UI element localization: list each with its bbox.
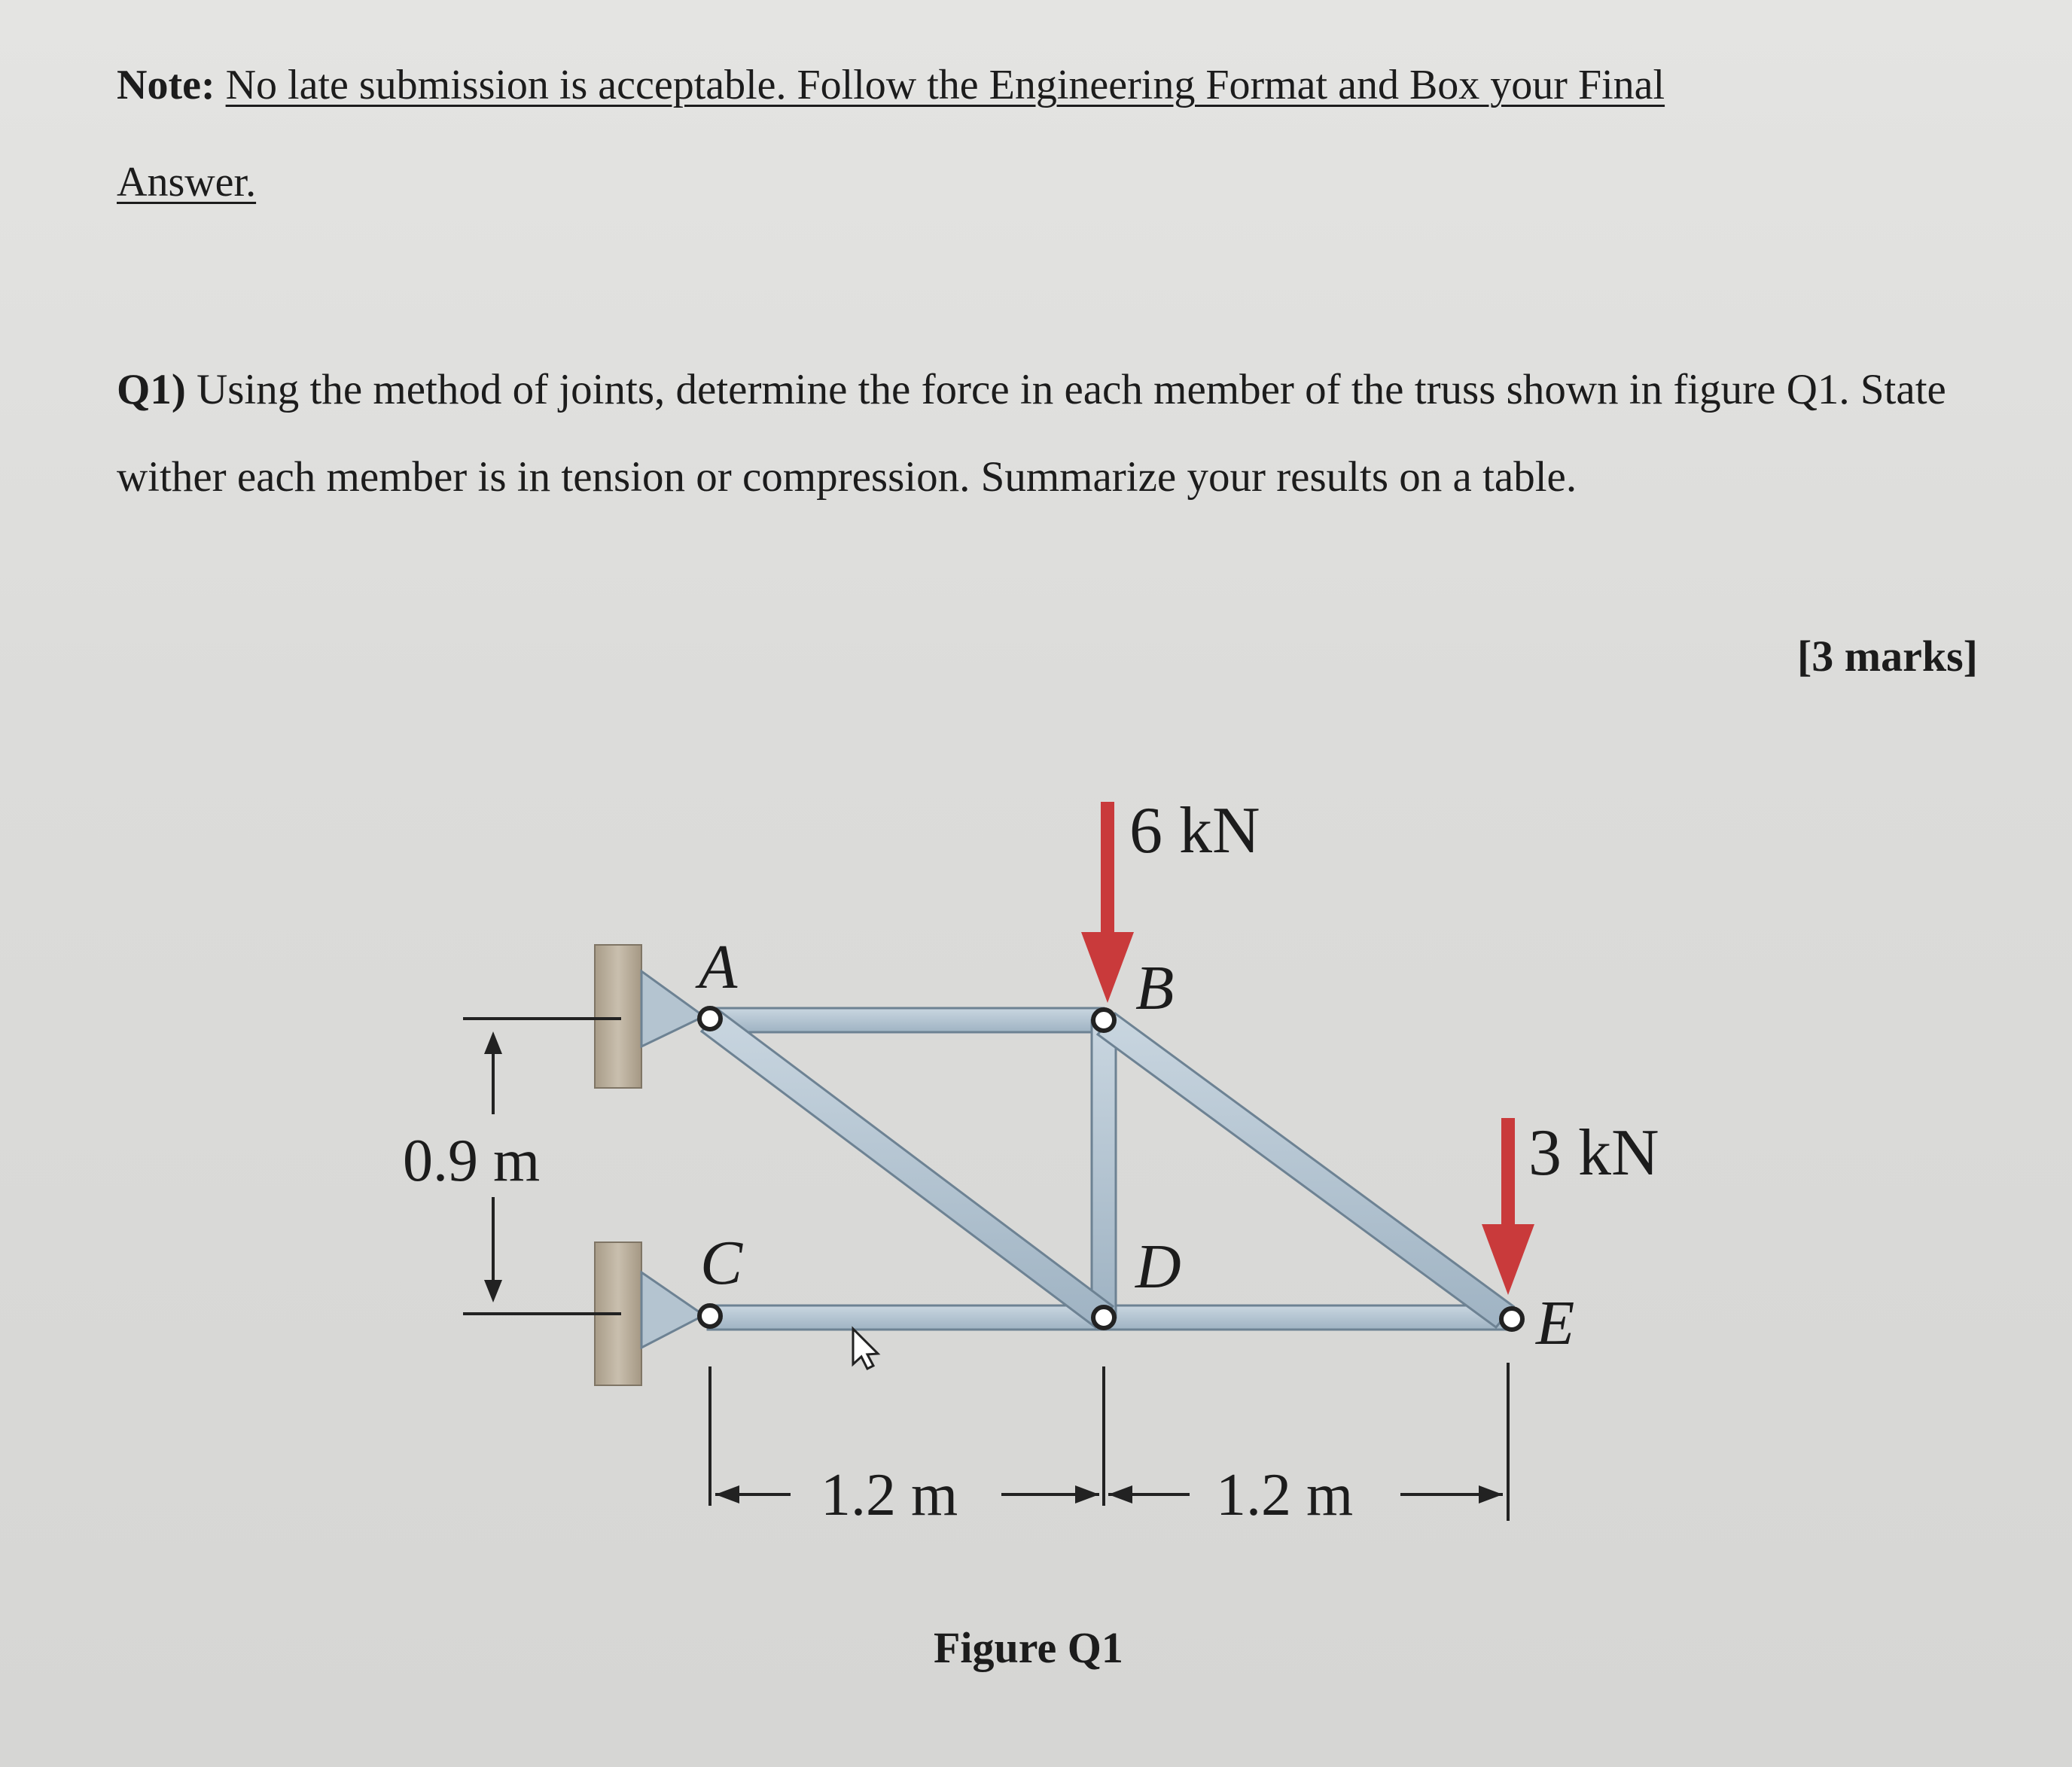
- joint-label-c: C: [700, 1228, 743, 1298]
- joint-e: [1501, 1308, 1522, 1330]
- mouse-cursor-icon: [853, 1329, 878, 1369]
- marks-label: [3 marks]: [1796, 632, 1978, 681]
- note-text-continued: Answer.: [117, 159, 257, 206]
- truss-members: [702, 1008, 1513, 1330]
- note-label: Note:: [117, 62, 215, 108]
- pin-support-a: [641, 971, 704, 1046]
- joint-a: [699, 1008, 721, 1029]
- load-label-b: 6 kN: [1129, 794, 1260, 867]
- pin-support-c: [641, 1272, 704, 1348]
- dimension-span-right: 1.2 m: [1216, 1462, 1354, 1528]
- joint-label-e: E: [1536, 1288, 1575, 1358]
- joint-label-d: D: [1135, 1232, 1181, 1302]
- joint-label-b: B: [1135, 953, 1175, 1023]
- note-text: No late submission is acceptable. Follow the Engineering Format and Box your Final: [225, 62, 1665, 108]
- figure-caption: Figure Q1: [934, 1623, 1123, 1672]
- member-de: [1104, 1305, 1506, 1330]
- member-cd: [708, 1305, 1104, 1330]
- joint-d: [1093, 1307, 1114, 1328]
- question-text: Using the method of joints, determine the force in each member of the truss shown in figure Q1. State wither each member is in tension or compression. Summarize your results on a table.: [117, 366, 1946, 501]
- load-arrow-b: [1081, 802, 1134, 1003]
- wall-support-top: [595, 945, 641, 1088]
- member-ab: [708, 1008, 1104, 1032]
- member-ad: [702, 1010, 1113, 1327]
- joint-label-a: A: [699, 932, 738, 1002]
- joint-b: [1093, 1010, 1114, 1031]
- dimension-height: 0.9 m: [403, 1128, 541, 1194]
- member-bd: [1092, 1020, 1116, 1318]
- dimension-span-left: 1.2 m: [821, 1462, 958, 1528]
- load-arrow-e: [1482, 1118, 1534, 1295]
- joint-c: [699, 1305, 721, 1327]
- question-label: Q1): [117, 366, 186, 413]
- load-label-e: 3 kN: [1528, 1117, 1659, 1190]
